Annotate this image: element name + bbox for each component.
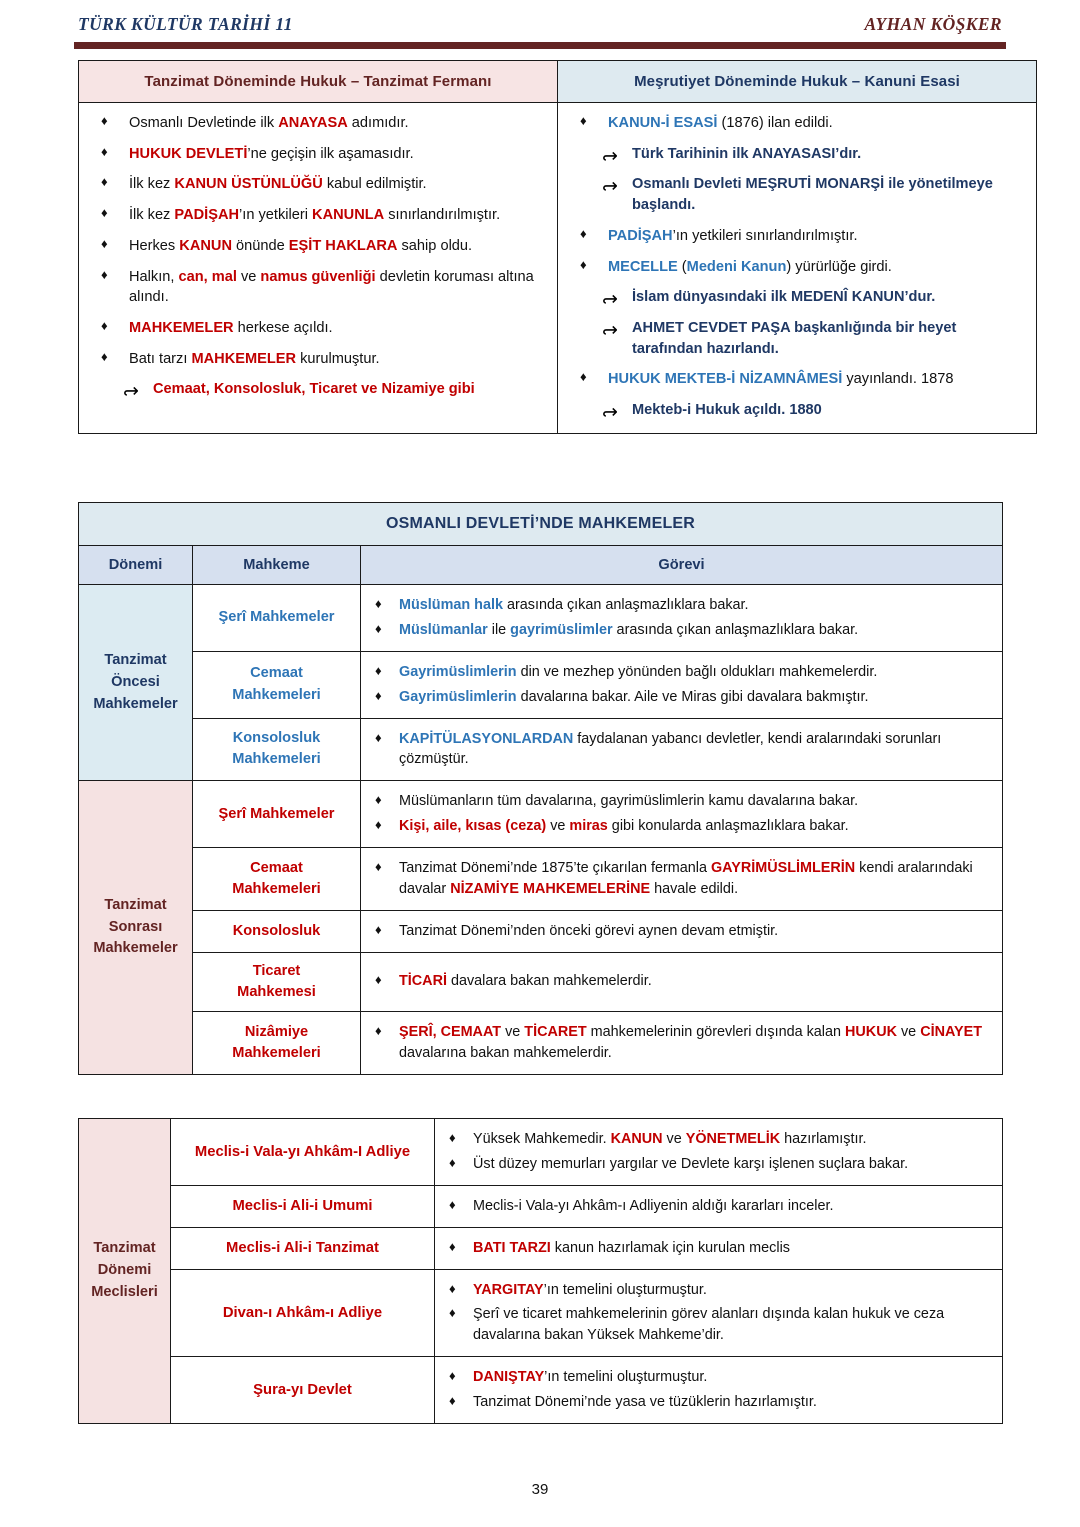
text-run: havale edildi.: [650, 880, 739, 897]
court-duties: [361, 952, 1003, 1011]
duty-item: [365, 729, 992, 771]
duty-item: [365, 858, 992, 900]
text-run: PADİŞAH: [174, 207, 240, 224]
text-run: arasında çıkan anlaşmazlıklara bakar.: [612, 621, 859, 638]
text-run: ve: [662, 1131, 686, 1147]
court-duties: [361, 848, 1003, 911]
duty-list: [365, 662, 992, 708]
table-row: [79, 718, 1003, 781]
table-row: [79, 1357, 1003, 1424]
page-number: 39: [531, 1481, 549, 1498]
court-name: Nizâmiye Mahkemeleri: [193, 1011, 361, 1074]
bullet-item: [568, 226, 1026, 247]
duty-list: [365, 971, 992, 992]
table1-body-row: [79, 103, 1037, 434]
table-row: [79, 781, 1003, 848]
text-run: KANUN ÜSTÜNLÜĞÜ: [174, 176, 323, 193]
text-run: Osmanlı Devletinde ilk: [129, 115, 279, 131]
duty-item: [439, 1392, 992, 1413]
text-run: önünde: [231, 237, 289, 254]
duty-list: [365, 729, 992, 771]
table-row: [79, 1269, 1003, 1357]
duty-list: [439, 1238, 992, 1259]
period-group-label: Tanzimat Sonrası Mahkemeler: [79, 781, 193, 1074]
text-run: sahip oldu.: [397, 237, 473, 254]
bullet-item: [568, 287, 1026, 308]
duty-item: [365, 687, 992, 708]
bullet-item: [568, 257, 1026, 278]
text-run: HUKUK MEKTEB-İ NİZAMNÂMESİ: [608, 371, 843, 388]
text-run: Müslümanların tüm davalarına, gayrimüslimlerin kamu davalarına bakar.: [399, 793, 859, 810]
tanzimat-fermani-header: Tanzimat Döneminde Hukuk – Tanzimat Fermanı: [79, 61, 558, 103]
court-name: Şerî Mahkemeler: [193, 781, 361, 848]
duty-item: [439, 1280, 992, 1301]
table-row: [79, 1185, 1003, 1227]
text-run: Gayrimüslimlerin: [399, 688, 517, 705]
bullet-item: [89, 113, 547, 134]
council-duties: [435, 1269, 1003, 1357]
text-run: namus güvenliği: [260, 268, 376, 285]
kanuni-esasi-list: [568, 113, 1026, 421]
council-duties: [435, 1185, 1003, 1227]
text-run: TİCARİ: [399, 973, 447, 990]
court-name: Cemaat Mahkemeleri: [193, 848, 361, 911]
bullet-item: [89, 236, 547, 257]
text-run: sınırlandırılmıştır.: [384, 207, 501, 224]
text-run: İlk kez: [129, 207, 175, 224]
duty-item: [365, 595, 992, 616]
text-run: Halkın,: [129, 268, 179, 285]
table1-header-row: [79, 61, 1037, 103]
text-run: BATI TARZI: [473, 1239, 551, 1256]
bullet-item: [568, 318, 1026, 359]
text-run: Müslümanlar: [399, 621, 488, 638]
text-run: MAHKEMELER: [129, 320, 234, 337]
text-run: MECELLE: [608, 258, 678, 275]
text-run: HUKUK: [845, 1023, 897, 1040]
text-run: yayınlandı. 1878: [842, 371, 954, 388]
bullet-item: [89, 174, 547, 195]
text-run: NİZAMİYE MAHKEMELERİNE: [450, 880, 651, 897]
text-run: Şerî ve ticaret mahkemelerinin görev alanları dışında kalan hukuk ve ceza davalarına bakan Yüksek Mahkeme’dir.: [473, 1306, 945, 1344]
council-duties: [435, 1119, 1003, 1186]
text-run: Müslüman halk: [399, 597, 503, 613]
table-row: [79, 651, 1003, 718]
text-run: ’ın yetkileri: [239, 207, 313, 224]
courts-table-body: [79, 503, 1003, 1075]
bullet-item: [568, 144, 1026, 165]
text-run: MAHKEMELER: [191, 350, 297, 367]
text-run: KANUN-İ ESASİ: [608, 115, 718, 131]
duty-item: [439, 1196, 992, 1217]
text-run: Yüksek Mahkemedir.: [473, 1131, 611, 1147]
text-run: gibi konularda anlaşmazlıklara bakar.: [607, 818, 849, 835]
text-run: faydalanan yabancı devletler, kendi aralarındaki sorunları çözmüştür.: [399, 730, 942, 768]
text-run: din ve mezhep yönünden bağlı oldukları mahkemelerdir.: [516, 663, 878, 680]
duty-item: [365, 791, 992, 812]
court-duties: [361, 718, 1003, 781]
court-name: Ticaret Mahkemesi: [193, 952, 361, 1011]
period-group-label: Tanzimat Öncesi Mahkemeler: [79, 585, 193, 781]
text-run: ile: [487, 621, 511, 638]
text-run: ve: [896, 1023, 921, 1040]
text-run: KANUNLA: [312, 207, 385, 224]
bullet-item: [89, 379, 547, 400]
tanzimat-fermani-list: [89, 113, 547, 400]
text-run: herkese açıldı.: [233, 320, 333, 337]
text-run: CİNAYET: [920, 1023, 983, 1040]
duty-item: [365, 816, 992, 837]
col-header-mahkeme: Mahkeme: [193, 546, 361, 585]
text-run: gayrimüslimler: [510, 621, 613, 638]
duty-list: [439, 1129, 992, 1175]
bullet-item: [568, 369, 1026, 390]
text-run: EŞİT HAKLARA: [288, 237, 398, 254]
duty-item: [439, 1238, 992, 1259]
councils-table-body: [79, 1119, 1003, 1424]
text-run: Tanzimat Dönemi’nde yasa ve tüzüklerin hazırlamıştır.: [473, 1394, 817, 1410]
court-duties: [361, 781, 1003, 848]
text-run: davalarına bakar. Aile ve Miras gibi davalara bakmıştır.: [516, 688, 869, 705]
text-run: arasında çıkan anlaşmazlıklara bakar.: [502, 597, 749, 613]
duty-item: [365, 921, 992, 942]
council-duties: [435, 1357, 1003, 1424]
header-rule: [74, 41, 1006, 50]
book-title: TÜRK KÜLTÜR TARİHİ 11: [78, 14, 293, 34]
court-duties: [361, 1011, 1003, 1074]
text-run: AHMET CEVDET PAŞA başkanlığında bir heyet tarafından hazırlandı.: [632, 320, 957, 357]
text-run: DANIŞTAY: [473, 1369, 545, 1386]
duty-item: [365, 620, 992, 641]
text-run: KANUN: [610, 1131, 663, 1147]
councils-group-label: Tanzimat Dönemi Meclisleri: [79, 1119, 171, 1424]
duty-list: [365, 921, 992, 942]
table-row: [79, 585, 1003, 652]
text-run: Cemaat, Konsolosluk, Ticaret ve Nizamiye gibi: [153, 381, 475, 398]
bullet-item: [568, 113, 1026, 134]
text-run: Herkes: [129, 237, 180, 254]
text-run: hazırlamıştır.: [780, 1131, 867, 1147]
text-run: (: [677, 258, 687, 275]
text-run: ANAYASA: [278, 115, 348, 131]
text-run: Türk Tarihinin ilk ANAYASASI’dır.: [632, 145, 862, 162]
court-name: Cemaat Mahkemeleri: [193, 651, 361, 718]
text-run: Gayrimüslimlerin: [399, 663, 517, 680]
duty-item: [439, 1367, 992, 1388]
text-run: ve: [236, 268, 261, 285]
council-name: Şura-yı Devlet: [171, 1357, 435, 1424]
court-duties: [361, 585, 1003, 652]
text-run: İslam dünyasındaki ilk MEDENÎ KANUN’dur.: [632, 289, 936, 306]
text-run: Tanzimat Dönemi’nden önceki görevi aynen devam etmiştir.: [399, 922, 779, 939]
text-run: ve: [546, 818, 570, 835]
text-run: miras: [569, 818, 608, 835]
kanuni-esasi-cell: [558, 103, 1037, 434]
duty-list: [365, 1022, 992, 1064]
courts-title-row: [79, 503, 1003, 546]
text-run: GAYRİMÜSLİMLERİN: [710, 860, 856, 876]
court-name: Konsolosluk Mahkemeleri: [193, 718, 361, 781]
duty-item: [439, 1154, 992, 1175]
bullet-item: [89, 205, 547, 226]
duty-list: [439, 1367, 992, 1413]
duty-list: [365, 858, 992, 900]
council-duties: [435, 1227, 1003, 1269]
ottoman-courts-table: [78, 502, 1003, 1075]
court-name: Şerî Mahkemeler: [193, 585, 361, 652]
text-run: adımıdır.: [347, 115, 409, 131]
text-run: Osmanlı Devleti MEŞRUTİ MONARŞİ ile yönetilmeye başlandı.: [632, 176, 993, 214]
text-run: Kişi, aile, kısas (ceza): [399, 818, 547, 835]
text-run: Meclis-i Vala-yı Ahkâm-ı Adliyenin aldığı kararları inceler.: [473, 1197, 834, 1214]
duty-item: [365, 1022, 992, 1064]
text-run: HUKUK DEVLETİ: [129, 145, 248, 162]
text-run: Medeni Kanun: [686, 258, 787, 275]
text-run: ’ın temelini oluşturmuştur.: [544, 1369, 708, 1386]
bullet-item: [89, 267, 547, 308]
text-run: TİCARET: [524, 1023, 587, 1040]
table-row: [79, 848, 1003, 911]
text-run: davalarına bakan mahkemelerdir.: [399, 1044, 612, 1061]
text-run: YÖNETMELİK: [685, 1131, 781, 1147]
col-header-gorevi: Görevi: [361, 546, 1003, 585]
table-row: [79, 1119, 1003, 1186]
duty-item: [439, 1304, 992, 1346]
text-run: ŞERÎ, CEMAAT: [399, 1023, 502, 1040]
tanzimat-fermani-cell: [79, 103, 558, 434]
table-row: [79, 1227, 1003, 1269]
council-name: Meclis-i Ali-i Umumi: [171, 1185, 435, 1227]
duty-list: [365, 791, 992, 837]
text-run: kendi aralarındaki davalar: [399, 860, 973, 897]
bullet-item: [89, 144, 547, 165]
courts-column-header-row: [79, 546, 1003, 585]
duty-list: [439, 1196, 992, 1217]
duty-item: [365, 971, 992, 992]
text-run: ve: [501, 1023, 525, 1040]
duty-item: [439, 1129, 992, 1150]
text-run: davalara bakan mahkemelerdir.: [446, 973, 652, 990]
court-duties: [361, 651, 1003, 718]
text-run: PADİŞAH: [608, 227, 673, 244]
text-run: kabul edilmiştir.: [322, 176, 427, 193]
law-comparison-table: [78, 60, 1037, 434]
text-run: ’ın yetkileri sınırlandırılmıştır.: [672, 227, 858, 244]
text-run: İlk kez: [129, 176, 175, 193]
text-run: ) yürürlüğe girdi.: [786, 258, 892, 275]
text-run: YARGITAY: [473, 1281, 544, 1298]
text-run: KANUN: [179, 237, 232, 254]
col-header-donemi: Dönemi: [79, 546, 193, 585]
text-run: Mekteb-i Hukuk açıldı. 1880: [632, 402, 822, 419]
author-name: AYHAN KÖŞKER: [864, 14, 1002, 34]
text-run: mahkemelerinin görevleri dışında kalan: [586, 1023, 846, 1040]
bullet-item: [568, 174, 1026, 215]
text-run: Üst düzey memurları yargılar ve Devlete karşı işlenen suçlara bakar.: [473, 1155, 909, 1172]
text-run: kanun hazırlamak için kurulan meclis: [550, 1239, 790, 1256]
bullet-item: [568, 400, 1026, 421]
tanzimat-councils-table: [78, 1118, 1003, 1424]
text-run: (1876) ilan edildi.: [717, 115, 833, 131]
text-run: devletin koruması altına alındı.: [129, 268, 534, 306]
text-run: kurulmuştur.: [296, 350, 380, 367]
text-run: ’ne geçişin ilk aşamasıdır.: [247, 145, 414, 162]
council-name: Meclis-i Vala-yı Ahkâm-I Adliye: [171, 1119, 435, 1186]
running-header: [78, 14, 1002, 44]
court-name: Konsolosluk: [193, 910, 361, 952]
bullet-item: [89, 318, 547, 339]
duty-list: [439, 1280, 992, 1347]
court-duties: [361, 910, 1003, 952]
text-run: ’ın temelini oluşturmuştur.: [543, 1281, 707, 1298]
table-row: [79, 1011, 1003, 1074]
council-name: Meclis-i Ali-i Tanzimat: [171, 1227, 435, 1269]
text-run: Batı tarzı: [129, 350, 192, 367]
duty-item: [365, 662, 992, 683]
table-row: [79, 952, 1003, 1011]
council-name: Divan-ı Ahkâm-ı Adliye: [171, 1269, 435, 1357]
table-row: [79, 910, 1003, 952]
text-run: KAPİTÜLASYONLARDAN: [399, 730, 574, 747]
kanuni-esasi-header: Meşrutiyet Döneminde Hukuk – Kanuni Esasi: [558, 61, 1037, 103]
text-run: can, mal: [178, 268, 237, 285]
courts-table-title: OSMANLI DEVLETİ’NDE MAHKEMELER: [79, 503, 1003, 546]
text-run: Tanzimat Dönemi’nde 1875’te çıkarılan fermanla: [399, 860, 711, 876]
duty-list: [365, 595, 992, 641]
bullet-item: [89, 349, 547, 370]
